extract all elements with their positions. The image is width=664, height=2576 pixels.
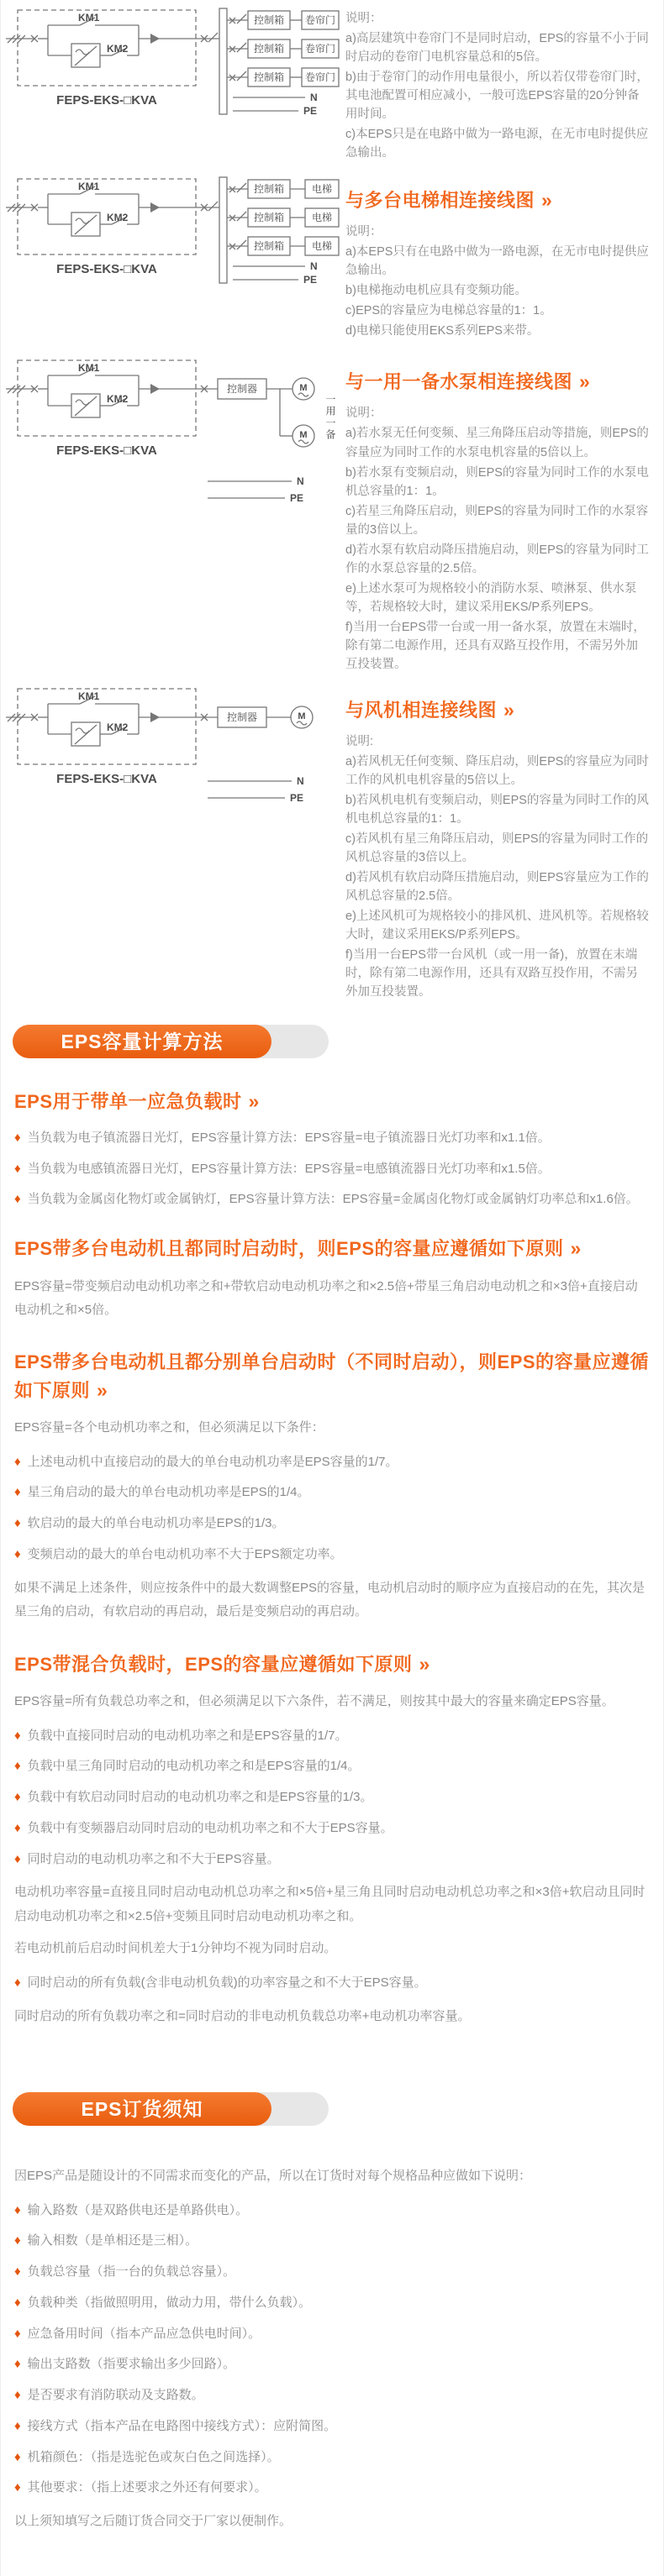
bullet-text: 当负载为金属卤化物灯或金属钠灯，EPS容量计算方法：EPS容量=金属卤化物灯或金属钠灯功率总和x1.6倍。 — [27, 1192, 639, 1207]
elevator-section — [344, 172, 658, 342]
note-line: b)电梯拖动电机应具有变频功能。 — [345, 284, 527, 298]
pe-label: PE — [303, 105, 318, 117]
controller-label: 控制器 — [226, 711, 258, 723]
diamond-icon: ♦ — [14, 1485, 21, 1500]
double-chevron-icon: » — [570, 1237, 582, 1260]
bullet-item — [14, 1483, 650, 1502]
section-title-text: 与多台电梯相连接线图 — [345, 190, 535, 212]
shutter-door-label: 卷帘门 — [304, 14, 336, 26]
control-box-label: 控制箱 — [253, 212, 285, 224]
diagram-elevator — [6, 172, 344, 298]
km2-label: KM2 — [107, 212, 129, 224]
banner-title: EPS订货须知 — [13, 2092, 271, 2126]
bullet-item — [14, 1129, 650, 1147]
bullet-text: 输出支路数（指要求输出多少回路）。 — [27, 2357, 236, 2372]
shutter-wiring-diagram — [6, 3, 342, 129]
bullet-text: 接线方式（指本产品在电路图中接线方式）：应附简图。 — [27, 2418, 337, 2433]
controller-label: 控制器 — [226, 383, 258, 396]
diamond-icon: ♦ — [14, 1161, 21, 1176]
diamond-icon: ♦ — [14, 2295, 21, 2310]
paragraph: 电动机功率容量=直接且同时启动电动机总功率之和×5倍+星三角且同时启动电动机总功率之和×3倍+软启动且同时启动电动机功率之和×2.5倍+变频且同时启动电动机功率之和。 — [14, 1885, 646, 1923]
diamond-icon: ♦ — [14, 2233, 21, 2248]
note-line: d)若风机有软启动降压措施启动，则EPS容量应为工作的风机总容量的2.5倍。 — [345, 871, 649, 904]
n-label: N — [310, 260, 318, 273]
km2-label: KM2 — [107, 721, 129, 733]
double-chevron-icon: » — [248, 1090, 260, 1113]
bullet-text: 输入相数（是单相还是三相）。 — [27, 2233, 198, 2248]
heading-text: EPS用于带单一应急负载时 — [14, 1091, 242, 1113]
bullet-text: 当负载为电子镇流器日光灯，EPS容量计算方法：EPS容量=电子镇流器日光灯功率和x1.1倍。 — [27, 1130, 551, 1145]
fan-wiring-diagram — [6, 682, 342, 816]
bullet-item — [14, 2325, 650, 2343]
diamond-icon: ♦ — [14, 1820, 21, 1835]
double-chevron-icon: » — [579, 370, 591, 393]
paragraph: 以上须知填写之后随订货合同交于厂家以便制作。 — [14, 2514, 292, 2529]
paragraph: EPS容量=所有负载总功率之和，但必须满足以下六条件，若不满足，则按其中最大的容量来确定EPS容量。 — [14, 1694, 614, 1709]
shutter-notes — [344, 3, 658, 164]
bullet-text: 负载中星三角同时启动的电动机功率之和是EPS容量的1/4。 — [27, 1759, 361, 1774]
bullet-item — [14, 1757, 650, 1776]
diagram-shutter — [6, 3, 344, 129]
diamond-icon: ♦ — [14, 2449, 21, 2464]
note-line: d)电梯只能使用EKS系列EPS来带。 — [345, 324, 540, 338]
note-line: c)EPS的容量应为电梯总容量的1：1。 — [345, 304, 552, 318]
bullet-item — [14, 2386, 650, 2405]
notes-title: 说明： — [345, 225, 382, 239]
fan-section — [344, 682, 658, 1003]
bullet-text: 变频启动的最大的单台电动机功率不大于EPS额定功率。 — [27, 1546, 343, 1561]
diamond-icon: ♦ — [14, 1975, 21, 1990]
diamond-icon: ♦ — [14, 2357, 21, 2372]
pe-label: PE — [303, 274, 318, 286]
eps-model-label: FEPS-EKS-□KVA — [56, 443, 157, 459]
bullet-text: 上述电动机中直接启动的最大的单台电动机功率是EPS容量的1/7。 — [27, 1454, 398, 1469]
diagram-fan — [6, 682, 344, 816]
eps-model-label: FEPS-EKS-□KVA — [56, 93, 157, 108]
note-line: d)若水泵有软启动降压措施启动，则EPS的容量为同时工作的水泵总容量的2.5倍。 — [345, 543, 649, 575]
control-box-label: 控制箱 — [253, 14, 285, 26]
bullet-item — [14, 2355, 650, 2374]
control-box-label: 控制箱 — [253, 183, 285, 196]
banner-ordering-notice — [13, 2092, 329, 2126]
note-line: b)由于卷帘门的动作用电量很小，所以若仅带卷帘门时，其电池配置可相应减小，一般可选EPS容量的20分钟备用时间。 — [345, 71, 649, 122]
diagram-pump — [6, 354, 344, 517]
bullet-text: 其他要求：（指上述要求之外还有何要求）。 — [27, 2480, 267, 2495]
bullet-text: 同时启动的电动机功率之和不大于EPS容量。 — [27, 1851, 280, 1866]
shutter-door-label: 卷帘门 — [304, 71, 336, 83]
bullet-item — [14, 1974, 650, 1992]
paragraph: 因EPS产品是随设计的不同需求而变化的产品，所以在订货时对每个规格品种应做如下说明： — [14, 2169, 532, 2184]
bullet-text: 负载中有变频器启动同时启动的电动机功率之和不大于EPS容量。 — [27, 1820, 393, 1835]
bullet-text: 当负载为电感镇流器日光灯，EPS容量计算方法：EPS容量=电感镇流器日光灯功率和x1.5倍。 — [27, 1161, 551, 1176]
n-label: N — [310, 92, 318, 103]
bullet-item — [14, 1453, 650, 1472]
bullet-item — [14, 1160, 650, 1178]
diamond-icon: ♦ — [14, 1130, 21, 1145]
bullet-item — [14, 2448, 650, 2467]
heading-text: EPS带混合负载时，EPS的容量应遵循如下原则 — [14, 1653, 413, 1675]
double-chevron-icon: » — [419, 1652, 430, 1675]
bullet-text: 负载总容量（指一台的负载总容量）。 — [27, 2264, 236, 2280]
heading-single-load — [14, 1087, 650, 1116]
elevator-label: 电梯 — [311, 240, 333, 253]
bullet-item — [14, 1514, 650, 1533]
bullet-item — [14, 2294, 650, 2312]
section-title-fan — [345, 697, 650, 723]
bullet-item — [14, 2201, 650, 2220]
section-title-text: 与一用一备水泵相连接线图 — [345, 371, 573, 393]
bullet-item — [14, 1727, 650, 1745]
bullet-text: 同时启动的所有负载(含非电动机负载)的功率容量之和不大于EPS容量。 — [27, 1975, 427, 1990]
motor-label: M — [298, 711, 306, 721]
elevator-label: 电梯 — [311, 212, 333, 224]
bullet-text: 负载中直接同时启动的电动机功率之和是EPS容量的1/7。 — [27, 1728, 348, 1743]
note-line: b)若风机电机有变频启动，则EPS的容量为同时工作的风机电机总容量的1：1。 — [345, 793, 649, 826]
diamond-icon: ♦ — [14, 2480, 21, 2495]
km1-label: KM1 — [78, 12, 100, 24]
capacity-content — [1, 1087, 663, 2028]
note-line: f)当用一台EPS带一台或一用一备水泵，放置在末端时，除有第二电源作用，还具有双路互投作用，不需另外加互投装置。 — [345, 620, 646, 671]
notes-title: 说明： — [345, 12, 382, 25]
section-title-pump — [345, 369, 650, 395]
paragraph: 如果不满足上述条件，则应按条件中的最大数调整EPS的容量，电动机启动时的顺序应为直接启动的在先，其次是星三角的启动，有软启动的再启动，最后是变频启动的再启动。 — [14, 1580, 646, 1619]
note-line: e)上述风机可为规格较小的排风机、进风机等。若规格较大时，建议采用EKS/P系列EPS。 — [345, 910, 649, 942]
notes-title: 说明： — [345, 407, 382, 421]
diamond-icon: ♦ — [14, 2418, 21, 2433]
note-line: c)本EPS只是在电路中做为一路电源，在无市电时提供应急输出。 — [345, 128, 649, 160]
double-chevron-icon: » — [503, 698, 515, 721]
n-label: N — [297, 774, 304, 787]
bullet-item — [14, 1819, 650, 1838]
diagram-row-pump — [1, 354, 663, 674]
note-line: a)若水泵无任何变频、星三角降压启动等措施，则EPS的容量应为同时工作的水泵电机容量的5倍以上。 — [345, 427, 649, 459]
bullet-item — [14, 2263, 650, 2281]
km1-label: KM1 — [78, 362, 100, 375]
one-use-one-standby-label: 一用一备 — [324, 394, 336, 442]
note-line: e)上述水泵可为规格较小的消防水泵、喷淋泵、供水泵等，若规格较大时，建议采用EKS/P系列EPS。 — [345, 581, 637, 614]
diamond-icon: ♦ — [14, 2388, 21, 2403]
motor-label: M — [299, 430, 308, 441]
bullet-text: 星三角启动的最大的单台电动机功率是EPS的1/4。 — [27, 1485, 310, 1500]
diamond-icon: ♦ — [14, 1454, 21, 1469]
paragraph: EPS容量=各个电动机功率之和，但必须满足以下条件： — [14, 1420, 324, 1435]
bullet-item — [14, 1545, 650, 1564]
bullet-text: 输入路数（是双路供电还是单路供电）。 — [27, 2202, 249, 2217]
elevator-wiring-diagram — [6, 172, 342, 298]
km2-label: KM2 — [107, 43, 129, 55]
bullet-item — [14, 2417, 650, 2436]
section-title-elevator — [345, 187, 650, 213]
diamond-icon: ♦ — [14, 1546, 21, 1561]
diamond-icon: ♦ — [14, 2264, 21, 2280]
diamond-icon: ♦ — [14, 1851, 21, 1866]
diamond-icon: ♦ — [14, 2202, 21, 2217]
shutter-door-label: 卷帘门 — [304, 43, 336, 55]
diamond-icon: ♦ — [14, 1728, 21, 1743]
eps-model-label: FEPS-EKS-□KVA — [56, 771, 157, 786]
note-line: c)若风机有星三角降压启动，则EPS的容量为同时工作的风机总容量的3倍以上。 — [345, 832, 649, 865]
note-line: a)本EPS只有在电路中做为一路电源，在无市电时提供应急输出。 — [345, 245, 649, 278]
n-label: N — [297, 475, 304, 488]
note-line: c)若星三角降压启动，则EPS的容量为同时工作的水泵容量的3倍以上。 — [345, 504, 649, 537]
bullet-text: 是否要求有消防联动及支路数。 — [27, 2388, 204, 2403]
diamond-icon: ♦ — [14, 1192, 21, 1207]
paragraph: 同时启动的所有负载功率之和=同时启动的非电动机负载总功率+电动机功率容量。 — [14, 2008, 471, 2023]
page — [1, 0, 663, 2576]
bullet-text: 负载种类（指做照明用，做动力用，带什么负载）。 — [27, 2295, 312, 2310]
pe-label: PE — [290, 791, 304, 804]
diagram-row-fan — [1, 682, 663, 1003]
elevator-label: 电梯 — [311, 183, 333, 196]
diagram-row-elevator — [1, 172, 663, 342]
heading-multi-individual — [14, 1348, 650, 1405]
heading-text: EPS带多台电动机且都分别单台启动时（不同时启动），则EPS的容量应遵循如下原则 — [14, 1351, 650, 1401]
km2-label: KM2 — [107, 393, 129, 406]
diamond-icon: ♦ — [14, 1790, 21, 1805]
paragraph: 若电动机前后启动时间机差大于1分钟均不视为同时启动。 — [14, 1941, 337, 1956]
pump-wiring-diagram — [6, 354, 342, 517]
bullet-text: 机箱颜色：（指是选驼色或灰白色之间选择）。 — [27, 2449, 280, 2464]
diamond-icon: ♦ — [14, 1759, 21, 1774]
bullet-item — [14, 2232, 650, 2250]
double-chevron-icon: » — [97, 1378, 108, 1401]
banner-title: EPS容量计算方法 — [13, 1025, 271, 1058]
ordering-content — [1, 2164, 663, 2534]
bullet-text: 软启动的最大的单台电动机功率是EPS的1/3。 — [27, 1516, 285, 1531]
control-box-label: 控制箱 — [253, 71, 285, 83]
control-box-label: 控制箱 — [253, 43, 285, 55]
bullet-text: 负载中有软启动同时启动的电动机功率之和是EPS容量的1/3。 — [27, 1790, 373, 1805]
bullet-item — [14, 1788, 650, 1807]
banner-capacity-method — [13, 1025, 329, 1058]
bullet-item — [14, 1850, 650, 1869]
heading-multi-simultaneous — [14, 1234, 650, 1263]
bullet-item — [14, 2479, 650, 2497]
note-line: a)若风机无任何变频、降压启动，则EPS的容量应为同时工作的风机电机容量的5倍以上。 — [345, 754, 649, 787]
bullet-text: 应急备用时间（指本产品应急供电时间）。 — [27, 2326, 261, 2341]
diamond-icon: ♦ — [14, 2326, 21, 2341]
bullet-item — [14, 1190, 650, 1209]
heading-text: EPS带多台电动机且都同时启动时，则EPS的容量应遵循如下原则 — [14, 1238, 564, 1260]
heading-mixed-load — [14, 1650, 650, 1679]
motor-label: M — [299, 383, 308, 394]
diamond-icon: ♦ — [14, 1516, 21, 1531]
pe-label: PE — [290, 492, 304, 505]
note-line: b)若水泵有变频启动，则EPS的容量为同时工作的水泵电机总容量的1：1。 — [345, 465, 649, 498]
note-line: f)当用一台EPS带一台风机（或一用一备)，放置在末端时，除有第二电源作用，还具有双路互投作用，不需另外加互投装置。 — [345, 948, 638, 999]
note-line: a)高层建筑中卷帘门不是同时启动，EPS的容量不小于同时启动的卷帘门电机容量总和的5倍。 — [345, 32, 649, 65]
notes-title: 说明: — [345, 734, 374, 748]
paragraph: EPS容量=带变频启动电动机功率之和+带软启动电动机功率之和×2.5倍+带星三角启动电动机之和×3倍+直接启动电动机之和×5倍。 — [14, 1278, 638, 1318]
km1-label: KM1 — [78, 690, 100, 702]
km1-label: KM1 — [78, 181, 100, 193]
double-chevron-icon: » — [541, 189, 553, 212]
eps-model-label: FEPS-EKS-□KVA — [56, 262, 157, 277]
control-box-label: 控制箱 — [253, 240, 285, 253]
section-title-text: 与风机相连接线图 — [345, 699, 498, 721]
diagram-row-shutter — [1, 3, 663, 164]
pump-section — [344, 354, 658, 674]
